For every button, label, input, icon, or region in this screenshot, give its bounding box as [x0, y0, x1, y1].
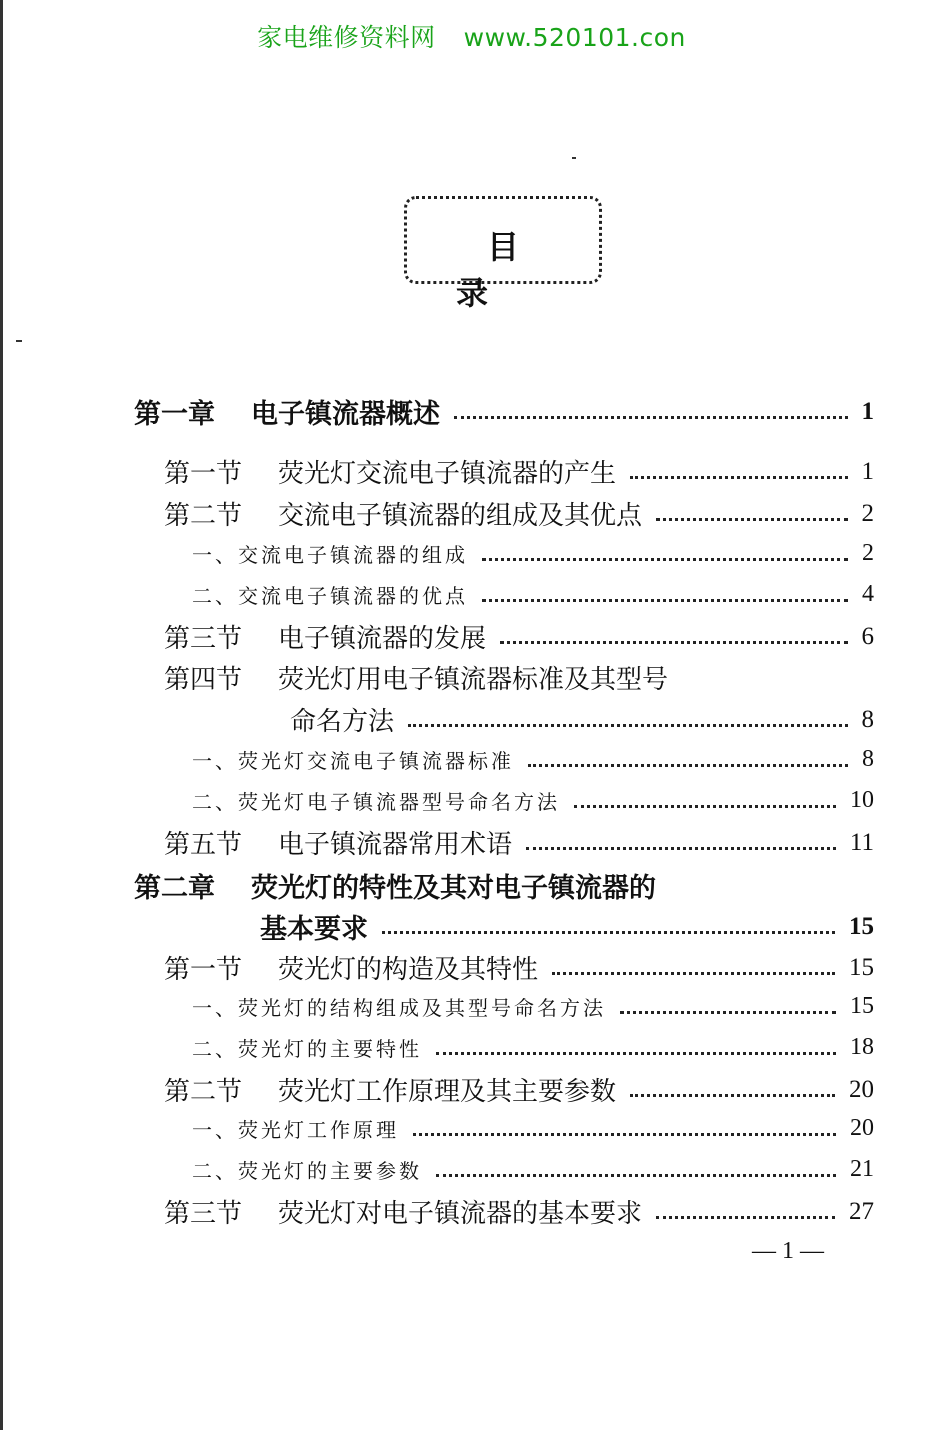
footer-page-number: — 1 — — [752, 1238, 824, 1264]
section-title: 荧光灯交流电子镇流器的产生 — [278, 459, 617, 489]
toc-entry[interactable] — [164, 453, 874, 490]
chapter-title: 荧光灯的特性及其对电子镇流器的 — [251, 873, 656, 904]
leader-dots — [436, 1174, 836, 1177]
leader-dots — [528, 764, 848, 767]
page-number: 6 — [861, 622, 874, 650]
section-title-continued: 命名方法 — [290, 707, 395, 737]
page-number: 8 — [862, 746, 874, 772]
toc-entry[interactable] — [192, 786, 874, 815]
page-number: 2 — [862, 540, 874, 566]
page-number: 21 — [850, 1156, 874, 1182]
leader-dots — [552, 972, 835, 975]
toc-entry[interactable] — [164, 824, 874, 861]
page-number: 2 — [861, 499, 874, 527]
leader-dots — [526, 847, 836, 850]
toc-label — [164, 1193, 642, 1230]
toc-label — [164, 949, 538, 986]
subsection-title: 一、荧光灯交流电子镇流器标准 — [192, 749, 514, 773]
page-number: 1 — [861, 397, 874, 425]
section-title: 荧光灯工作原理及其主要参数 — [278, 1077, 617, 1107]
section-title: 电子镇流器常用术语 — [278, 830, 513, 860]
toc-label — [164, 453, 616, 490]
toc-label — [134, 866, 656, 905]
toc-entry[interactable] — [192, 539, 874, 568]
subsection-title: 二、荧光灯的主要参数 — [192, 1159, 422, 1183]
page-number: 11 — [849, 828, 874, 856]
subsection-title: 二、荧光灯的主要特性 — [192, 1037, 422, 1061]
chapter-title: 电子镇流器概述 — [251, 399, 440, 430]
leader-dots — [656, 518, 847, 521]
page-number: 20 — [850, 1115, 874, 1141]
toc-entry[interactable] — [164, 495, 874, 532]
toc-entry[interactable] — [192, 580, 874, 609]
page-number: 18 — [850, 1034, 874, 1060]
leader-dots — [656, 1216, 835, 1219]
page-number: 20 — [849, 1075, 874, 1103]
toc-entry[interactable] — [192, 1114, 874, 1143]
page-number: 15 — [849, 912, 874, 940]
section-title: 荧光灯对电子镇流器的基本要求 — [278, 1199, 643, 1229]
section-number: 第三节 — [164, 1199, 243, 1229]
toc-label — [164, 495, 642, 532]
leader-dots — [382, 931, 835, 934]
toc-entry[interactable] — [192, 1033, 874, 1062]
toc-label — [164, 824, 512, 861]
section-number: 第一节 — [164, 955, 243, 985]
page-number: 15 — [849, 953, 874, 981]
leader-dots — [436, 1052, 836, 1055]
leader-dots — [482, 558, 848, 561]
toc-entry[interactable] — [192, 745, 874, 774]
section-title: 交流电子镇流器的组成及其优点 — [278, 501, 643, 531]
section-title: 荧光灯的构造及其特性 — [278, 955, 539, 985]
page-number: 4 — [862, 581, 874, 607]
page-title: 目录 — [455, 228, 581, 312]
subsection-title: 二、荧光灯电子镇流器型号命名方法 — [192, 790, 560, 814]
section-title: 电子镇流器的发展 — [278, 624, 487, 654]
chapter-title-continued: 基本要求 — [260, 914, 368, 945]
toc-entry[interactable] — [164, 1193, 874, 1230]
section-number: 第二节 — [164, 1077, 243, 1107]
leader-dots — [630, 1094, 835, 1097]
page-number: 27 — [849, 1197, 874, 1225]
section-number: 第一节 — [164, 459, 243, 489]
page-number: 8 — [861, 705, 874, 733]
toc-entry[interactable] — [192, 992, 874, 1021]
leader-dots — [413, 1133, 836, 1136]
leader-dots — [482, 599, 848, 602]
leader-dots — [500, 641, 847, 644]
subsection-title: 一、交流电子镇流器的组成 — [192, 543, 468, 567]
toc-entry-continuation[interactable] — [260, 907, 874, 946]
toc-label — [164, 659, 668, 696]
page-number: 15 — [850, 993, 874, 1019]
subsection-title: 二、交流电子镇流器的优点 — [192, 584, 468, 608]
subsection-title: 一、荧光灯的结构组成及其型号命名方法 — [192, 996, 606, 1020]
page-number: 1 — [861, 457, 874, 485]
watermark — [0, 18, 943, 54]
scan-speck — [16, 340, 22, 342]
scan-speck — [572, 157, 576, 159]
leader-dots — [574, 805, 836, 808]
toc-entry-continuation[interactable] — [290, 701, 874, 738]
toc-entry[interactable] — [164, 949, 874, 986]
section-number: 第五节 — [164, 830, 243, 860]
leader-dots — [408, 724, 847, 727]
subsection-title: 一、荧光灯工作原理 — [192, 1118, 399, 1142]
section-number: 第三节 — [164, 624, 243, 654]
toc-entry[interactable] — [164, 1071, 874, 1108]
page-number: 10 — [850, 787, 874, 813]
chapter-number: 第二章 — [134, 873, 215, 904]
toc-entry[interactable] — [192, 1155, 874, 1184]
section-number: 第四节 — [164, 665, 243, 695]
chapter-number: 第一章 — [134, 399, 215, 430]
toc-entry[interactable] — [134, 392, 874, 431]
toc-entry[interactable] — [164, 618, 874, 655]
toc-label — [134, 392, 440, 431]
watermark-site-name: 家电维修资料网 — [257, 23, 436, 52]
section-number: 第二节 — [164, 501, 243, 531]
watermark-url: www.520101.con — [463, 23, 686, 52]
leader-dots — [454, 416, 848, 419]
leader-dots — [620, 1011, 836, 1014]
section-title: 荧光灯用电子镇流器标准及其型号 — [278, 665, 669, 695]
toc-label — [164, 618, 486, 655]
toc-entry-first-line[interactable] — [134, 866, 874, 905]
toc-entry-first-line[interactable] — [164, 659, 874, 696]
page-left-edge — [0, 0, 3, 1430]
leader-dots — [630, 476, 847, 479]
toc-label — [164, 1071, 616, 1108]
